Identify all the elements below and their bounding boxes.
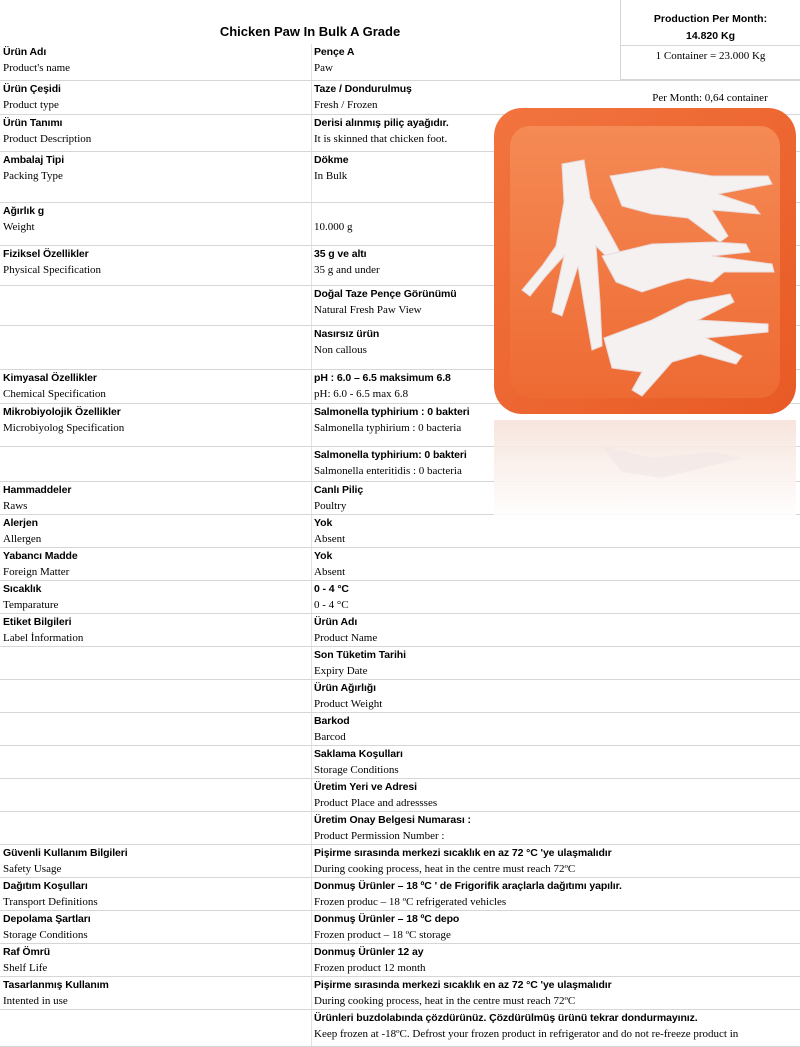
spec-label-cell — [0, 944, 312, 976]
label-turkish: Mikrobiyolojik Özellikler — [3, 406, 121, 418]
value-turkish: 35 g ve altı — [314, 248, 367, 260]
value-english: Salmonella enteritidis : 0 bacteria — [314, 465, 462, 477]
spec-label-cell — [0, 779, 312, 811]
label-english: Temparature — [3, 599, 59, 611]
value-english: Fresh / Frozen — [314, 99, 378, 111]
spec-value-cell — [312, 977, 800, 1009]
value-english: Barcod — [314, 731, 346, 743]
value-english: Product Place and adressses — [314, 797, 438, 809]
spec-label-cell — [0, 614, 312, 646]
value-turkish: Pişirme sırasında merkezi sıcaklık en az 72 °C 'ye ulaşmalıdır — [314, 979, 612, 991]
spec-label-cell — [0, 404, 312, 446]
value-english: It is skinned that chicken foot. — [314, 133, 448, 145]
spec-value-cell — [312, 878, 800, 910]
table-row — [0, 746, 800, 779]
spec-label-cell — [0, 44, 312, 80]
value-english: Frozen produc – 18 ºC refrigerated vehicles — [314, 896, 507, 908]
value-english: Product Name — [314, 632, 378, 644]
label-english — [3, 342, 311, 359]
label-english: Shelf Life — [3, 962, 48, 974]
label-turkish — [3, 447, 311, 463]
spec-value-cell — [312, 944, 800, 976]
label-english: Intented in use — [3, 995, 68, 1007]
container-info: 1 Container = 23.000 Kg — [655, 50, 766, 62]
label-turkish: Ağırlık g — [3, 205, 45, 217]
label-english — [3, 828, 311, 845]
label-turkish: Sıcaklık — [3, 583, 42, 595]
per-month: Per Month: 0,64 container — [620, 90, 800, 106]
spec-label-cell — [0, 482, 312, 514]
value-turkish: Pişirme sırasında merkezi sıcaklık en az 72 °C 'ye ulaşmalıdır — [314, 847, 612, 859]
production-box — [620, 0, 800, 80]
label-english: Product's name — [3, 62, 71, 74]
table-row — [0, 1010, 800, 1047]
spec-value-cell — [312, 647, 800, 679]
spec-label-cell — [0, 115, 312, 151]
label-turkish: Hammaddeler — [3, 484, 72, 496]
value-english: Natural Fresh Paw View — [314, 304, 422, 316]
label-english: Label İnformation — [3, 632, 84, 644]
value-turkish: Canlı Piliç — [314, 484, 364, 496]
spec-label-cell — [0, 370, 312, 403]
label-turkish — [3, 326, 311, 342]
label-english: Microbiyolog Specification — [3, 422, 125, 434]
label-turkish — [3, 286, 311, 302]
spec-value-cell — [312, 746, 800, 778]
product-photo-image — [492, 106, 798, 520]
value-english: 10.000 g — [314, 221, 353, 233]
spec-value-cell — [312, 1010, 800, 1046]
label-turkish — [3, 746, 311, 762]
value-english: Paw — [314, 62, 333, 74]
label-english: Safety Usage — [3, 863, 62, 875]
value-turkish: Üretim Yeri ve Adresi — [314, 781, 417, 793]
spec-label-cell — [0, 447, 312, 481]
spec-label-cell — [0, 581, 312, 613]
label-turkish: Güvenli Kullanım Bilgileri — [3, 847, 128, 859]
value-english: Salmonella typhirium : 0 bacteria — [314, 422, 462, 434]
spec-value-cell — [312, 911, 800, 943]
spec-label-cell — [0, 746, 312, 778]
table-row — [0, 977, 800, 1010]
label-english — [3, 729, 311, 746]
spec-label-cell — [0, 81, 312, 114]
label-english — [3, 795, 311, 812]
label-turkish: Tasarlanmış Kullanım — [3, 979, 109, 991]
label-turkish: Kimyasal Özellikler — [3, 372, 97, 384]
label-english — [3, 1026, 311, 1043]
value-turkish: Ürün Adı — [314, 616, 358, 628]
value-turkish: Barkod — [314, 715, 350, 727]
spec-value-cell — [312, 812, 800, 844]
spec-label-cell — [0, 515, 312, 547]
value-turkish: 0 - 4 °C — [314, 583, 349, 595]
value-english: Product Permission Number : — [314, 830, 445, 842]
label-turkish: Depolama Şartları — [3, 913, 91, 925]
value-turkish: Nasırsız ürün — [314, 328, 380, 340]
spec-value-cell — [312, 614, 800, 646]
label-turkish: Alerjen — [3, 517, 38, 529]
spec-label-cell — [0, 977, 312, 1009]
label-turkish — [3, 779, 311, 795]
spec-label-cell — [0, 246, 312, 285]
table-row — [0, 878, 800, 911]
spec-value-cell — [312, 779, 800, 811]
value-turkish: Donmuş Ürünler – 18 ºC depo — [314, 913, 460, 925]
value-english: Frozen product 12 month — [314, 962, 426, 974]
value-turkish: Yok — [314, 517, 333, 529]
label-english: Chemical Specification — [3, 388, 106, 400]
value-turkish: Donmuş Ürünler 12 ay — [314, 946, 424, 958]
label-turkish — [3, 713, 311, 729]
table-row — [0, 911, 800, 944]
label-english — [3, 302, 311, 319]
value-turkish: Yok — [314, 550, 333, 562]
label-turkish: Dağıtım Koşulları — [3, 880, 88, 892]
label-english: Raws — [3, 500, 28, 512]
spec-label-cell — [0, 713, 312, 745]
value-turkish: Son Tüketim Tarihi — [314, 649, 406, 661]
production-label: Production Per Month: — [653, 13, 768, 25]
spec-label-cell — [0, 1010, 312, 1046]
label-english — [3, 463, 311, 480]
label-turkish — [3, 812, 311, 828]
value-turkish: pH : 6.0 – 6.5 maksimum 6.8 — [314, 372, 451, 384]
spec-value-cell — [312, 581, 800, 613]
label-turkish: Fiziksel Özellikler — [3, 248, 89, 260]
label-turkish — [3, 1010, 311, 1026]
value-english: Expiry Date — [314, 665, 368, 677]
value-turkish: Üretim Onay Belgesi Numarası : — [314, 814, 471, 826]
label-english — [3, 663, 311, 680]
label-english: Transport Definitions — [3, 896, 98, 908]
value-english: During cooking process, heat in the centre must reach 72ºC — [314, 995, 576, 1007]
value-english: During cooking process, heat in the centre must reach 72ºC — [314, 863, 576, 875]
table-row — [0, 647, 800, 680]
label-turkish: Etiket Bilgileri — [3, 616, 72, 628]
value-turkish: Dökme — [314, 154, 349, 166]
value-turkish: Derisi alınmış piliç ayağıdır. — [314, 117, 449, 129]
value-english: Keep frozen at -18ºC. Defrost your frozen product in refrigerator and do not re-freeze product in — [314, 1028, 739, 1040]
label-english: Physical Specification — [3, 264, 102, 276]
value-english: Absent — [314, 533, 346, 545]
value-english: Storage Conditions — [314, 764, 399, 776]
label-turkish: Raf Ömrü — [3, 946, 51, 958]
value-turkish: Ürünleri buzdolabında çözdürünüz. Çözdürülmüş ürünü tekrar dondurmayınız. — [314, 1012, 698, 1024]
label-turkish: Ürün Tanımı — [3, 117, 63, 129]
value-english: 35 g and under — [314, 264, 380, 276]
label-english: Allergen — [3, 533, 42, 545]
spec-label-cell — [0, 548, 312, 580]
spec-label-cell — [0, 203, 312, 245]
label-english: Product Description — [3, 133, 92, 145]
table-row — [0, 779, 800, 812]
label-turkish: Ürün Adı — [3, 46, 47, 58]
spec-label-cell — [0, 911, 312, 943]
value-english: Poultry — [314, 500, 347, 512]
table-row — [0, 548, 800, 581]
spec-label-cell — [0, 647, 312, 679]
value-turkish: Salmonella typhirium : 0 bakteri — [314, 406, 470, 418]
label-english: Storage Conditions — [3, 929, 88, 941]
product-photo — [492, 106, 798, 520]
label-turkish: Ambalaj Tipi — [3, 154, 65, 166]
spec-label-cell — [0, 812, 312, 844]
label-english: Packing Type — [3, 170, 63, 182]
value-english: Frozen product – 18 ºC storage — [314, 929, 451, 941]
spec-label-cell — [0, 326, 312, 369]
value-english: 0 - 4 °C — [314, 599, 349, 611]
label-english — [3, 762, 311, 779]
label-english — [3, 696, 311, 713]
label-turkish: Ürün Çeşidi — [3, 83, 61, 95]
table-row — [0, 581, 800, 614]
table-row — [0, 944, 800, 977]
spec-label-cell — [0, 152, 312, 202]
value-english: pH: 6.0 - 6.5 max 6.8 — [314, 388, 409, 400]
label-english: Foreign Matter — [3, 566, 70, 578]
value-english: Non callous — [314, 344, 367, 356]
value-turkish: Pençe A — [314, 46, 355, 58]
label-english: Weight — [3, 221, 35, 233]
page-title: Chicken Paw In Bulk A Grade — [219, 24, 401, 39]
table-row — [0, 713, 800, 746]
value-turkish: Donmuş Ürünler – 18 ºC ' de Frigorifik araçlarla dağıtımı yapılır. — [314, 880, 622, 892]
label-turkish: Yabancı Madde — [3, 550, 78, 562]
spec-value-cell — [312, 845, 800, 877]
table-row — [0, 812, 800, 845]
value-english: Product Weight — [314, 698, 383, 710]
label-turkish — [3, 647, 311, 663]
spec-label-cell — [0, 680, 312, 712]
value-english: Absent — [314, 566, 346, 578]
spec-value-cell — [312, 680, 800, 712]
spec-label-cell — [0, 878, 312, 910]
label-turkish — [3, 680, 311, 696]
value-turkish: Taze / Dondurulmuş — [314, 83, 412, 95]
value-turkish: Ürün Ağırlığı — [314, 682, 376, 694]
value-turkish: Salmonella typhirium: 0 bakteri — [314, 449, 467, 461]
table-row — [0, 614, 800, 647]
value-turkish: Doğal Taze Pençe Görünümü — [314, 288, 457, 300]
table-row — [0, 845, 800, 878]
spec-value-cell — [312, 548, 800, 580]
spec-label-cell — [0, 845, 312, 877]
table-row — [0, 680, 800, 713]
spec-label-cell — [0, 286, 312, 325]
spec-value-cell — [312, 713, 800, 745]
production-value: 14.820 Kg — [621, 27, 800, 46]
value-english: In Bulk — [314, 170, 348, 182]
value-turkish: Saklama Koşulları — [314, 748, 403, 760]
label-english: Product type — [3, 99, 59, 111]
